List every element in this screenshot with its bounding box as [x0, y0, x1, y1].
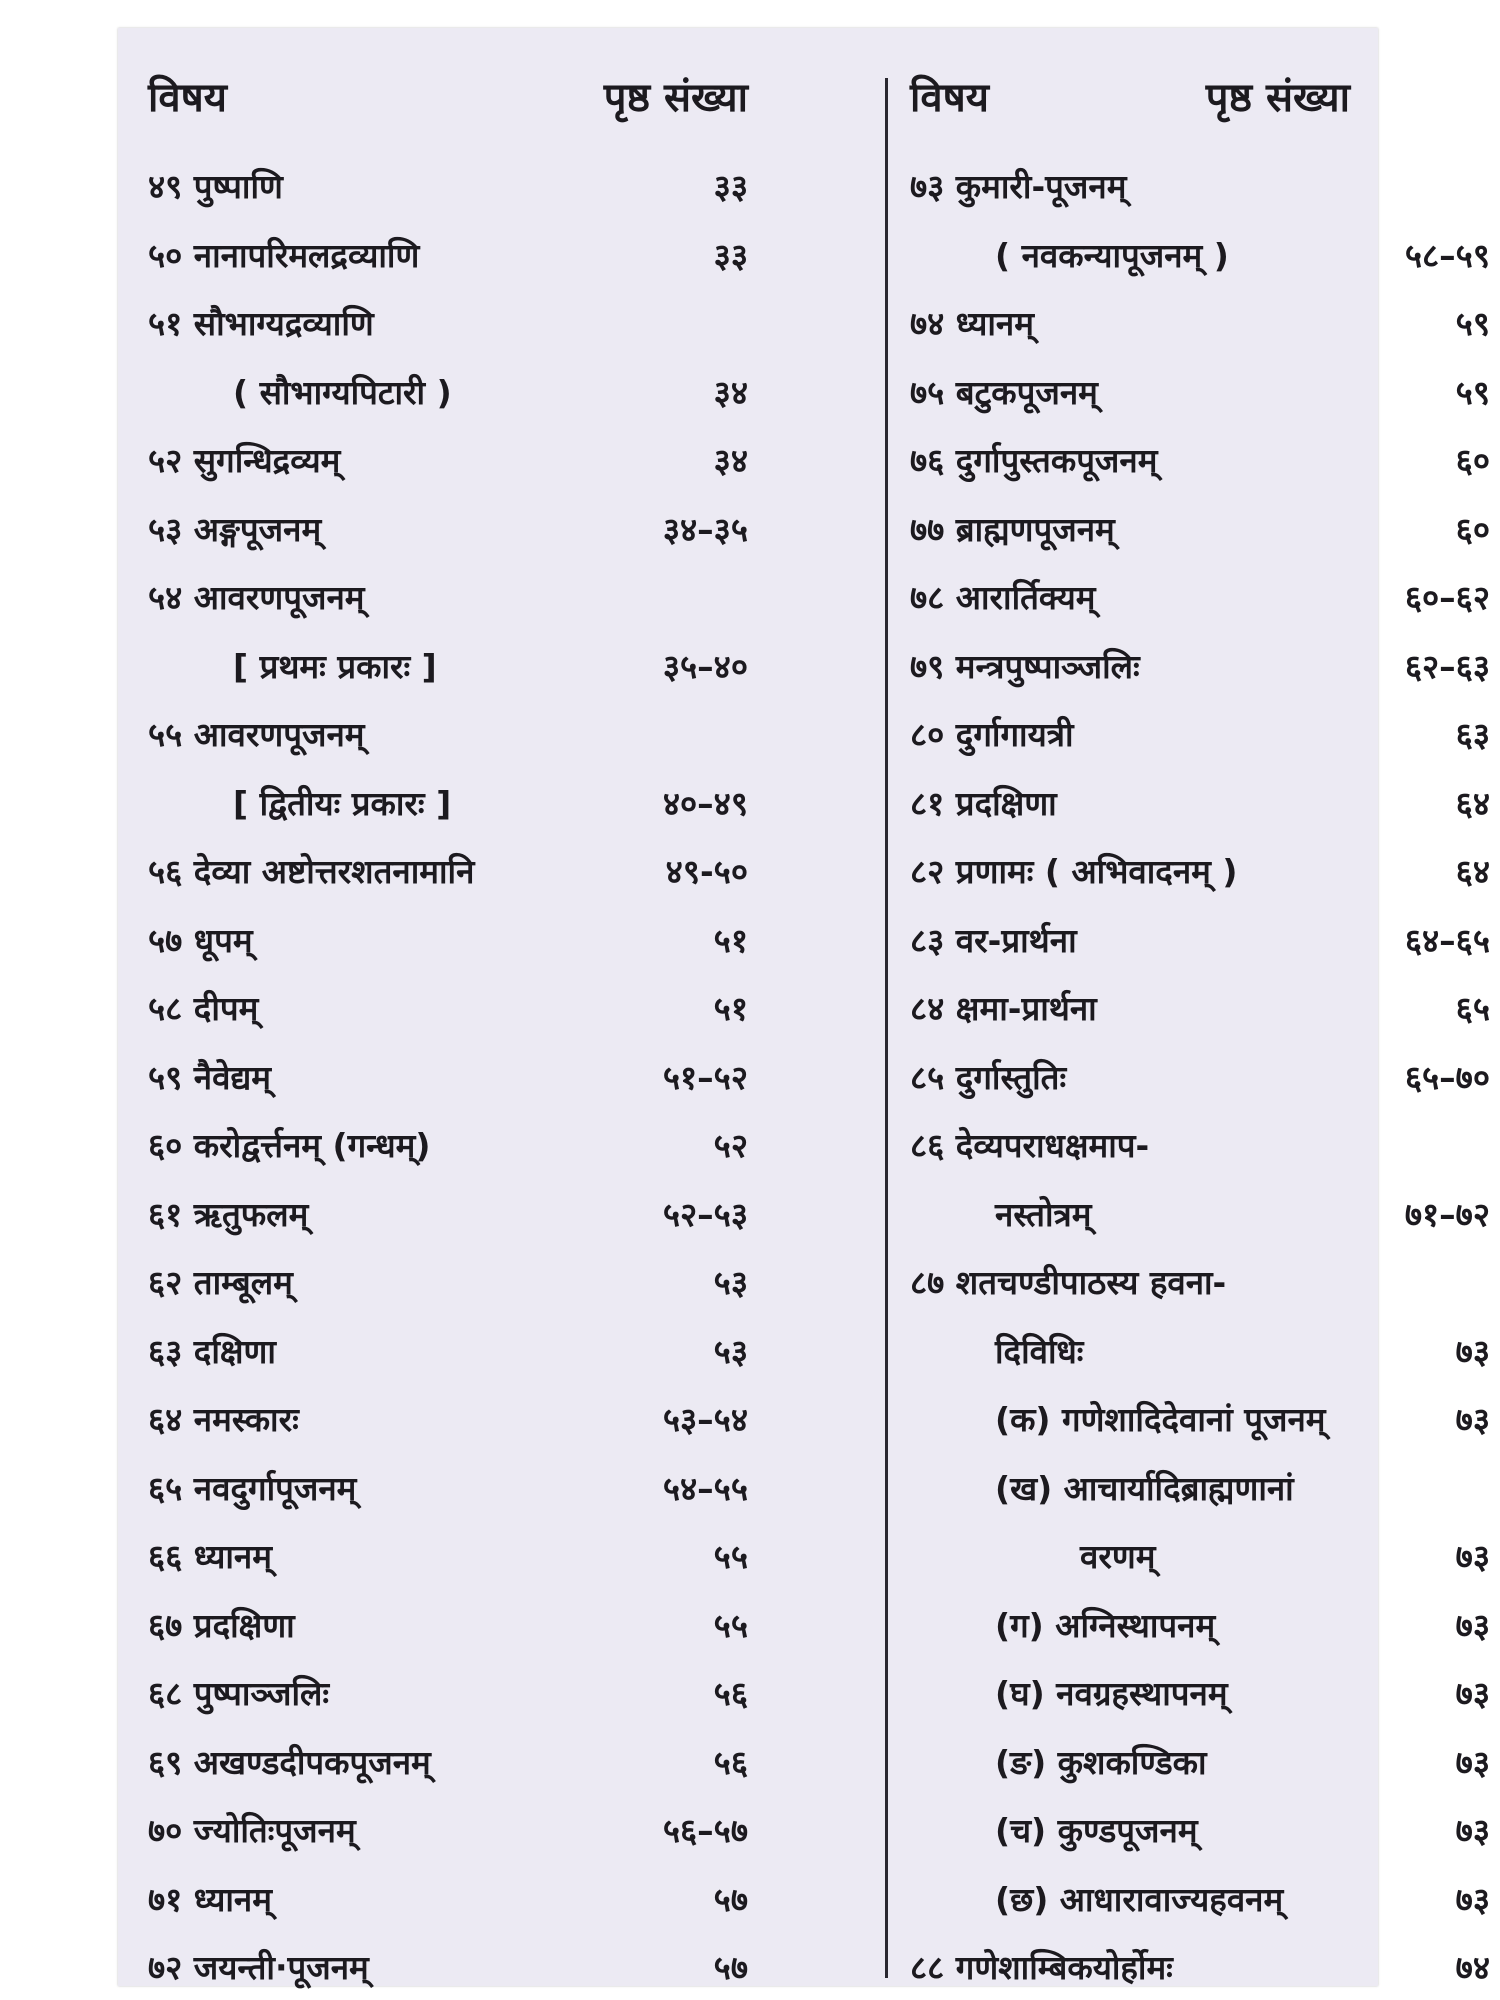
entry-page-number: ७३ — [1455, 1742, 1490, 1782]
entry-title: ५० नानापरिमलद्रव्याणि — [148, 235, 420, 275]
entry-page-number: ५२ — [713, 1126, 748, 1165]
entry-page-number: ७३ — [1455, 1605, 1490, 1645]
entry-page-number: ५६–५७ — [662, 1811, 748, 1850]
entry-title: ८४ क्षमा-प्रार्थना — [910, 989, 1097, 1028]
entry-page-number: ३५–४० — [662, 646, 748, 686]
toc-entry — [148, 506, 748, 562]
entry-page-number: ७१–७२ — [1404, 1194, 1490, 1234]
entry-page-number: ६० — [1455, 441, 1490, 480]
entry-title: ७५ बटुकपूजनम् — [910, 372, 1098, 412]
book-page — [118, 28, 1490, 1987]
entry-page-number: ६३ — [1455, 715, 1490, 754]
toc-entry — [148, 1328, 748, 1384]
toc-entry — [910, 369, 1490, 425]
entry-title: ७६ दुर्गापुस्तकपूजनम् — [910, 441, 1158, 480]
entry-title: ७० ज्योतिःपूजनम् — [148, 1811, 356, 1850]
toc-entry — [910, 1122, 1490, 1178]
entry-page-number: ६० — [1455, 509, 1490, 549]
toc-entry — [148, 437, 748, 493]
toc-entry — [148, 369, 748, 425]
toc-entry — [148, 574, 748, 630]
entry-page-number: ५५ — [713, 1537, 748, 1576]
entry-page-number: ५७ — [713, 1948, 748, 1987]
entry-title: ७८ आरार्तिक्यम् — [910, 578, 1096, 617]
entry-page-number: ५८–५९ — [1404, 235, 1490, 275]
entry-page-number: ७४ — [1455, 1948, 1490, 1987]
toc-entry — [148, 1876, 748, 1932]
toc-entry — [910, 437, 1490, 493]
entry-title: ५५ आवरणपूजनम् — [148, 715, 365, 754]
entry-title: ८२ प्रणामः ( अभिवादनम् ) — [910, 852, 1238, 891]
toc-entry — [148, 917, 748, 973]
entry-title: ८८ गणेशाम्बिकयोर्होमः — [910, 1948, 1173, 1987]
entry-title: ७४ ध्यानम् — [910, 304, 1034, 343]
entry-page-number: ५६ — [713, 1674, 748, 1713]
column-divider — [885, 78, 888, 1978]
entry-title: (ख) आचार्यादिब्राह्मणानां — [995, 1468, 1294, 1508]
entry-page-number: ५५ — [713, 1605, 748, 1645]
toc-entry — [148, 1396, 748, 1452]
left-pages-header: पृष्ठ संख्या — [603, 75, 748, 121]
right-column — [910, 28, 1500, 1986]
entry-title: ६० करोद्वर्त्तनम् (गन्धम्) — [148, 1126, 431, 1165]
entry-title: ७३ कुमारी-पूजनम् — [910, 167, 1127, 206]
entry-title: (क) गणेशादिदेवानां पूजनम् — [995, 1400, 1326, 1439]
entry-title: ५९ नैवेद्यम् — [148, 1057, 271, 1097]
toc-entry — [910, 163, 1490, 219]
toc-entry — [148, 1191, 748, 1247]
entry-title: दिविधिः — [995, 1331, 1084, 1371]
entry-page-number: ५६ — [713, 1742, 748, 1782]
entry-title: ८५ दुर्गास्तुतिः — [910, 1057, 1067, 1097]
entry-title: ७१ ध्यानम् — [148, 1879, 272, 1919]
entry-title: ६६ ध्यानम् — [148, 1537, 272, 1576]
toc-entry — [910, 1533, 1490, 1589]
entry-page-number: ७३ — [1455, 1811, 1490, 1850]
entry-title: ५४ आवरणपूजनम् — [148, 578, 365, 617]
entry-page-number: ६४–६५ — [1404, 920, 1490, 960]
entry-title: ६२ ताम्बूलम् — [148, 1263, 293, 1302]
entry-page-number: ५१ — [713, 920, 748, 960]
toc-entry — [148, 643, 748, 699]
toc-entry — [148, 1259, 748, 1315]
toc-entry — [148, 1739, 748, 1795]
entry-title: ६९ अखण्डदीपकपूजनम् — [148, 1742, 431, 1782]
toc-entry — [910, 1876, 1490, 1932]
entry-page-number: ७३ — [1455, 1400, 1490, 1439]
entry-page-number: ५३–५४ — [662, 1400, 748, 1439]
entry-title: ६३ दक्षिणा — [148, 1331, 276, 1371]
entry-title: (घ) नवग्रहस्थापनम् — [995, 1674, 1228, 1713]
entry-title: ( सौभाग्यपिटारी ) — [233, 372, 452, 412]
entry-title: ५८ दीपम् — [148, 989, 259, 1028]
toc-entry — [148, 1054, 748, 1110]
entry-page-number: ५९ — [1455, 304, 1490, 343]
toc-entry — [910, 985, 1490, 1041]
toc-entry — [910, 1259, 1490, 1315]
toc-entry — [148, 300, 748, 356]
toc-entry — [148, 232, 748, 288]
entry-title: ६५ नवदुर्गापूजनम् — [148, 1468, 357, 1508]
toc-entry — [148, 1670, 748, 1726]
entry-title: वरणम् — [1080, 1537, 1156, 1576]
entry-page-number: ५३ — [713, 1263, 748, 1302]
entry-page-number: ५९ — [1455, 372, 1490, 412]
toc-entry — [148, 1465, 748, 1521]
entry-page-number: ३३ — [713, 235, 748, 275]
toc-entry — [910, 300, 1490, 356]
entry-title: ७९ मन्त्रपुष्पाञ्जलिः — [910, 646, 1140, 686]
entry-page-number: ७३ — [1455, 1674, 1490, 1713]
entry-title: ( नवकन्यापूजनम् ) — [995, 235, 1229, 275]
entry-title: ८६ देव्यपराधक्षमाप- — [910, 1126, 1150, 1165]
toc-entry — [910, 1602, 1490, 1658]
toc-entry — [148, 1602, 748, 1658]
toc-entry — [910, 643, 1490, 699]
toc-entry — [910, 506, 1490, 562]
entry-page-number: ५४–५५ — [662, 1468, 748, 1508]
entry-title: [ प्रथमः प्रकारः ] — [233, 646, 437, 686]
entry-page-number: ५७ — [713, 1879, 748, 1919]
entry-title: नस्तोत्रम् — [995, 1194, 1092, 1234]
entry-title: ७२ जयन्ती·पूजनम् — [148, 1948, 369, 1987]
entry-title: (च) कुण्डपूजनम् — [995, 1811, 1198, 1850]
left-column — [148, 28, 768, 1986]
entry-page-number: ६४ — [1455, 852, 1490, 891]
toc-entry — [910, 1807, 1490, 1863]
toc-entry — [148, 780, 748, 836]
entry-title: ६७ प्रदक्षिणा — [148, 1605, 295, 1645]
entry-page-number: ३४–३५ — [662, 509, 748, 549]
toc-entry — [910, 574, 1490, 630]
entry-page-number: ३३ — [713, 167, 748, 206]
toc-entry — [910, 1054, 1490, 1110]
entry-page-number: ५१ — [713, 989, 748, 1028]
entry-page-number: ३४ — [713, 372, 748, 412]
entry-page-number: ७३ — [1455, 1879, 1490, 1919]
entry-page-number: ५१–५२ — [662, 1057, 748, 1097]
entry-page-number: ६५–७० — [1404, 1057, 1490, 1097]
entry-page-number: ६४ — [1455, 783, 1490, 823]
entry-title: (छ) आधारावाज्यहवनम् — [995, 1879, 1284, 1919]
entry-title: ६१ ऋतुफलम् — [148, 1194, 309, 1234]
entry-page-number: ७३ — [1455, 1537, 1490, 1576]
entry-page-number: ३४ — [713, 441, 748, 480]
right-subject-header: विषय — [910, 75, 989, 121]
entry-title: (ङ) कुशकण्डिका — [995, 1742, 1207, 1782]
entry-title: ४९ पुष्पाणि — [148, 167, 283, 206]
entry-title: ५३ अङ्गपूजनम् — [148, 509, 322, 549]
toc-entry — [910, 780, 1490, 836]
entry-page-number: ६५ — [1455, 989, 1490, 1028]
toc-entry — [910, 917, 1490, 973]
toc-entry — [910, 1465, 1490, 1521]
toc-entry — [148, 1944, 748, 2000]
right-pages-header: पृष्ठ संख्या — [1205, 75, 1350, 121]
toc-entry — [148, 985, 748, 1041]
entry-page-number: ६२–६३ — [1404, 646, 1490, 686]
toc-entry — [148, 163, 748, 219]
entry-title: ५६ देव्या अष्टोत्तरशतनामानि — [148, 852, 475, 891]
toc-entry — [148, 1533, 748, 1589]
entry-title: ५१ सौभाग्यद्रव्याणि — [148, 304, 374, 343]
toc-entry — [910, 1739, 1490, 1795]
toc-entry — [910, 1944, 1490, 2000]
toc-entry — [910, 1191, 1490, 1247]
entry-title: ८३ वर-प्रार्थना — [910, 920, 1077, 960]
entry-title: ७७ ब्राह्मणपूजनम् — [910, 509, 1115, 549]
entry-page-number: ५२–५३ — [662, 1194, 748, 1234]
entry-title: ५७ धूपम् — [148, 920, 253, 960]
entry-page-number: ४०–४९ — [662, 783, 748, 823]
entry-title: ८७ शतचण्डीपाठस्य हवना- — [910, 1263, 1227, 1302]
entry-page-number: ४९-५० — [665, 852, 748, 891]
entry-page-number: ७३ — [1455, 1331, 1490, 1371]
toc-entry — [910, 848, 1490, 904]
entry-title: (ग) अग्निस्थापनम् — [995, 1605, 1216, 1645]
left-subject-header: विषय — [148, 75, 227, 121]
toc-entry — [148, 1807, 748, 1863]
toc-entry — [148, 711, 748, 767]
entry-page-number: ५३ — [713, 1331, 748, 1371]
entry-title: ६४ नमस्कारः — [148, 1400, 299, 1439]
toc-entry — [148, 848, 748, 904]
toc-entry — [910, 232, 1490, 288]
toc-entry — [148, 1122, 748, 1178]
toc-entry — [910, 1670, 1490, 1726]
entry-title: ८१ प्रदक्षिणा — [910, 783, 1057, 823]
entry-title: ६८ पुष्पाञ्जलिः — [148, 1674, 330, 1713]
toc-entry — [910, 711, 1490, 767]
toc-entry — [910, 1396, 1490, 1452]
entry-title: ८० दुर्गागायत्री — [910, 715, 1074, 754]
entry-title: [ द्वितीयः प्रकारः ] — [233, 783, 452, 823]
toc-entry — [910, 1328, 1490, 1384]
entry-title: ५२ सुगन्धिद्रव्यम् — [148, 441, 341, 480]
entry-page-number: ६०–६२ — [1404, 578, 1490, 617]
